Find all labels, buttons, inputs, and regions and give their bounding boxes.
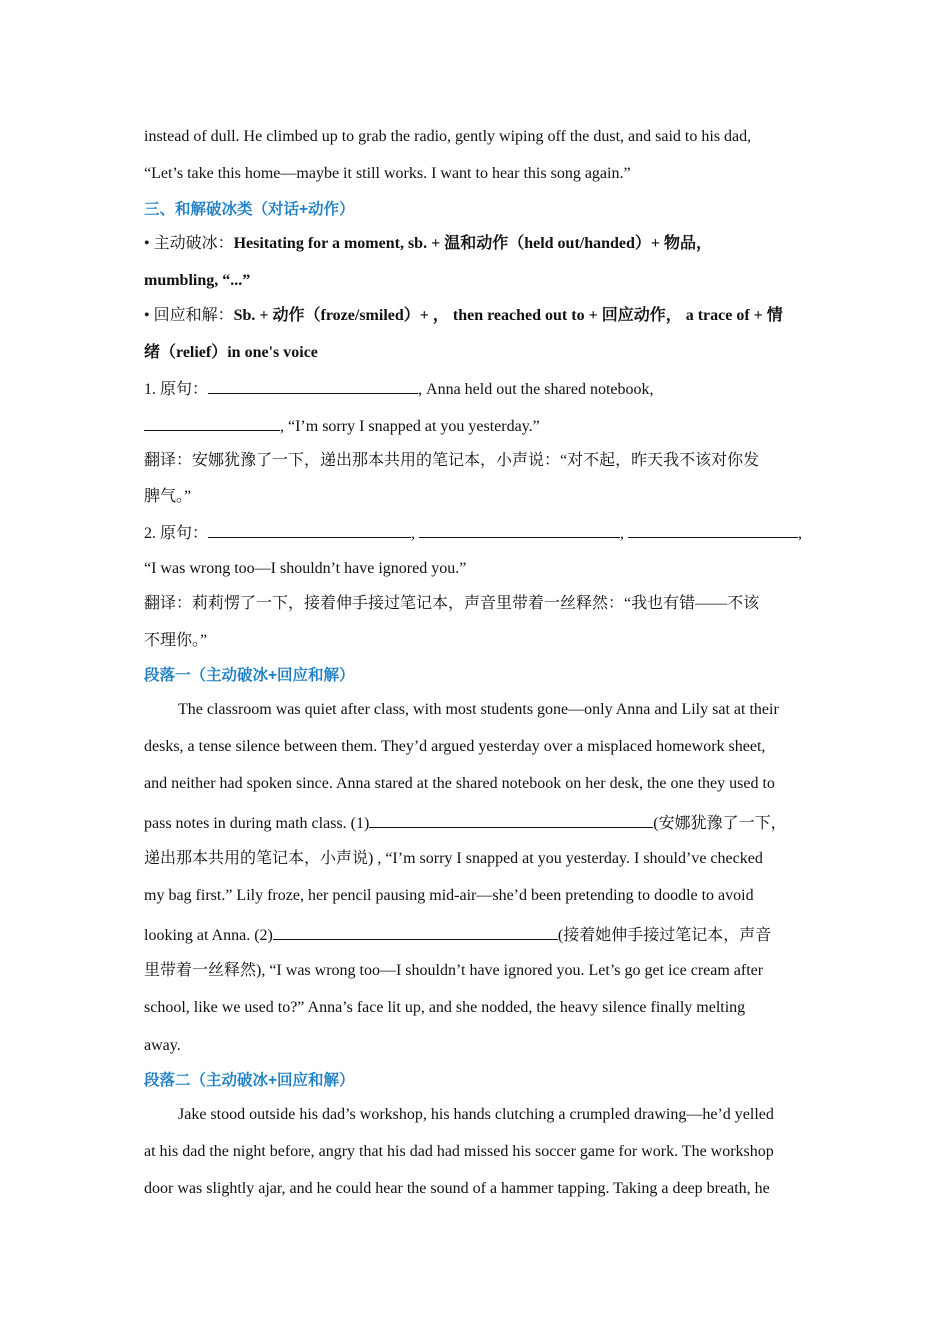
comma: , [411,525,416,542]
paragraph-line: desks, a tense silence between them. They’d argued yesterday over a misplaced homework sheet, [144,738,766,755]
story-line: “Let’s take this home—maybe it still works. I want to hear this song again.” [144,165,631,182]
exercise-label: 2. 原句： [144,525,209,542]
exercise-2 [144,522,802,544]
paragraph-line: 递出那本共用的笔记本，小声说) , “I’m sorry I snapped at you yesterday. I should’ve checked [144,850,763,867]
paragraph-line: and neither had spoken since. Anna stared at the shared notebook on her desk, the one they used to [144,775,775,792]
pattern-bullet [144,306,783,326]
bullet-prefix: • 主动破冰： [144,235,234,252]
translation: 不理你。” [144,632,208,649]
answer-blank[interactable] [273,924,558,940]
translation: 脾气。” [144,488,192,505]
answer-blank[interactable] [419,522,620,538]
paragraph-text: looking at Anna. (2) [144,927,273,944]
translation: 翻译：莉莉愣了一下，接着伸手接过笔记本，声音里带着一丝释然：“我也有错——不该 [144,595,760,612]
answer-blank[interactable] [144,415,280,431]
paragraph-line: my bag first.” Lily froze, her pencil pausing mid-air—she’d been pretending to doodle to avoid [144,887,754,904]
paragraph-text: (安娜犹豫了一下， [653,815,787,832]
paragraph-line [144,924,771,946]
paragraph-line: door was slightly ajar, and he could hear the sound of a hammer tapping. Taking a deep breath, he [144,1180,770,1197]
paragraph-line: The classroom was quiet after class, with most students gone—only Anna and Lily sat at their [178,701,779,718]
section-heading: 三、和解破冰类（对话+动作） [144,201,355,218]
pattern-text: Hesitating for a moment, sb. + 温和动作（held out/handed）+ 物品， [233,235,713,252]
comma: , [798,525,803,542]
exercise-text: “I was wrong too—I shouldn’t have ignored you.” [144,560,467,577]
bullet-prefix: • 回应和解： [144,307,234,324]
pattern-bullet [144,234,712,254]
paragraph-line: away. [144,1037,181,1054]
paragraph-line: Jake stood outside his dad’s workshop, his hands clutching a crumpled drawing—he’d yelled [178,1106,774,1123]
section-heading: 段落二（主动破冰+回应和解） [144,1072,355,1089]
answer-blank[interactable] [208,378,418,394]
pattern-text: mumbling, “...” [144,272,251,289]
paragraph-line: 里带着一丝释然), “I was wrong too—I shouldn’t have ignored you. Let’s go get ice cream after [144,962,764,979]
section-heading: 段落一（主动破冰+回应和解） [144,667,355,684]
exercise-text: , “I’m sorry I snapped at you yesterday.” [280,418,540,435]
answer-blank[interactable] [208,522,411,538]
paragraph-text: pass notes in during math class. (1) [144,815,370,832]
exercise-text: , Anna held out the shared notebook, [418,381,654,398]
paragraph-line: school, like we used to?” Anna’s face lit up, and she nodded, the heavy silence finally melting [144,999,746,1016]
comma: , [620,525,625,542]
pattern-text: Sb. + 动作（froze/smiled）+ ， then reached out to + 回应动作， a trace of + 情 [233,307,783,324]
paragraph-line: at his dad the night before, angry that his dad had missed his soccer game for work. The workshop [144,1143,774,1160]
paragraph-line [144,812,787,834]
pattern-text: 绪（relief）in one's voice [144,344,318,361]
paragraph-text: (接着她伸手接过笔记本，声音 [557,927,772,944]
exercise-1-line2 [144,415,540,437]
exercise-label: 1. 原句： [144,381,209,398]
exercise-1 [144,378,654,400]
story-line: instead of dull. He climbed up to grab the radio, gently wiping off the dust, and said to his dad, [144,128,752,145]
translation: 翻译：安娜犹豫了一下，递出那本共用的笔记本，小声说：“对不起，昨天我不该对你发 [144,452,760,469]
answer-blank[interactable] [628,522,798,538]
answer-blank[interactable] [369,812,653,828]
